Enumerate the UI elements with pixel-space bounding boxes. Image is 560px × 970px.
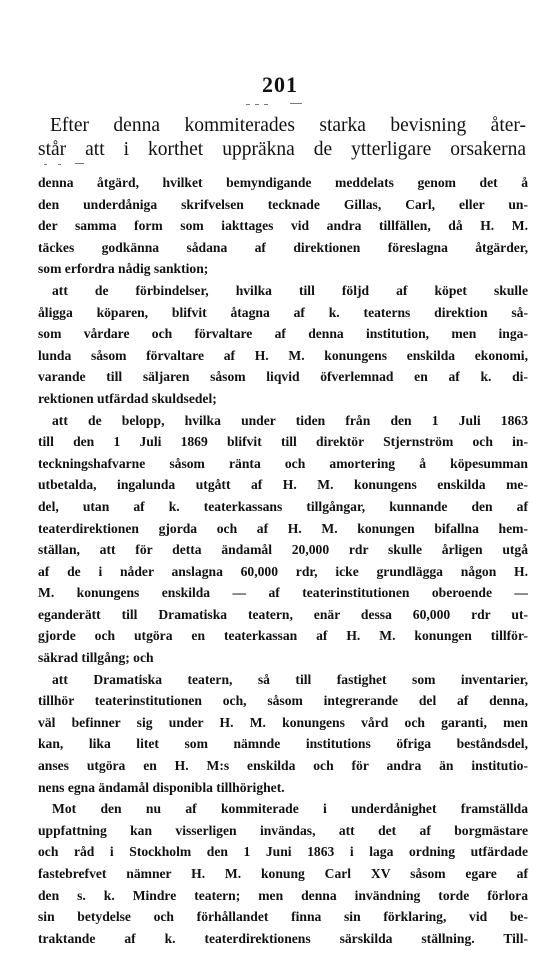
- body-line: ställan, att för detta ändamål 20,000 rdr skulle årligen utgå: [38, 542, 528, 558]
- body-line: gjorde och utgöra en teaterkassan af H. M. konungen tillför-: [38, 628, 528, 644]
- body-line: rektionen utfärdad skuldsedel;: [38, 390, 217, 406]
- body-line: eganderätt till Dramatiska teatern, enär dessa 60,000 rdr ut-: [38, 606, 528, 622]
- body-text: [38, 172, 528, 949]
- body-line: kan, lika litet som nämnde institutions öfriga beståndsdel,: [38, 736, 528, 752]
- body-line: sin betydelse och förhållandet finna sin förklaring, vid be-: [38, 909, 528, 925]
- body-line: utbetalda, ingalunda utgått af H. M. konungens enskilda me-: [38, 477, 528, 493]
- body-line: af de i nåder anslagna 60,000 rdr, icke grundlägga någon H.: [38, 563, 528, 579]
- body-line: åligga köparen, blifvit åtagna af k. teaterns direktion så-: [38, 304, 528, 320]
- body-line: M. konungens enskilda — af teaterinstitutionen oberoende —: [38, 585, 528, 601]
- body-line: väl befinner sig under H. M. konungens vård och garanti, men: [38, 714, 528, 730]
- body-line: nens egna ändamål disponibla tillhörighet.: [38, 779, 285, 795]
- body-line: att Dramatiska teatern, så till fastighet som inventarier,: [52, 671, 528, 687]
- body-line: till den 1 Juli 1869 blifvit till direktör Stjernström och in-: [38, 434, 528, 450]
- body-line: som erfordra nådig sanktion;: [38, 261, 209, 277]
- body-line: den underdåniga skrifvelsen tecknade Gillas, Carl, eller un-: [38, 196, 528, 212]
- body-line: och råd i Stockholm den 1 Juni 1863 i laga ordning utfärdade: [38, 844, 528, 860]
- body-line: teckningshafvarne såsom ränta och amortering å köpesumman: [38, 455, 528, 471]
- heading-dash-2: [58, 164, 61, 165]
- body-line: uppfattning kan visserligen invändas, att det af borgmästare: [38, 822, 528, 838]
- header-dash-4: [290, 103, 302, 104]
- section-heading: [38, 114, 526, 162]
- header-dash-2: [255, 104, 259, 105]
- body-line: täckes godkänna sådana af direktionen föreslagna åtgärder,: [38, 239, 528, 255]
- heading-line-2: står att i korthet uppräkna de ytterligare orsakerna: [38, 139, 526, 160]
- body-line: del, utan af k. teaterkassans tillgångar, kunnande den af: [38, 498, 528, 514]
- heading-dash-3: [75, 163, 84, 164]
- body-line: den s. k. Mindre teatern; men denna invändning torde förlora: [38, 887, 528, 903]
- heading-dash-1: [44, 164, 47, 165]
- body-line: att de förbindelser, hvilka till följd af köpet skulle: [52, 282, 528, 298]
- body-line: denna åtgärd, hvilket bemyndigande meddelats genom det å: [38, 175, 528, 190]
- body-line: tillhör teaterinstitutionen och, såsom integrerande del af denna,: [38, 693, 528, 709]
- body-line: traktande af k. teaterdirektionens särskilda ställning. Till-: [38, 930, 528, 946]
- body-line: att de belopp, hvilka under tiden från den 1 Juli 1863: [52, 412, 528, 428]
- body-line: der samma form som iakttages vid andra tillfällen, då H. M.: [38, 218, 528, 234]
- body-line: Mot den nu af kommiterade i underdånighet framställda: [52, 801, 528, 817]
- header-dash-1: [246, 104, 250, 105]
- body-line: säkrad tillgång; och: [38, 650, 154, 666]
- body-line: varande till säljaren såsom liqvid öfverlemnad en af k. di-: [38, 369, 528, 385]
- page-number: 201: [262, 72, 298, 97]
- body-line: fastebrefvet nämner H. M. konung Carl XV såsom egare af: [38, 866, 528, 881]
- heading-line-1: Efter denna kommiterades starka bevisning åter-: [50, 115, 526, 136]
- body-line: anses utgöra en H. M:s enskilda och för andra än institutio-: [38, 758, 528, 774]
- header-dash-3: [264, 104, 268, 105]
- body-line: som vårdare och förvaltare af denna institution, men inga-: [38, 326, 528, 342]
- body-line: teaterdirektionen gjorda och af H. M. konungen bifallna hem-: [38, 520, 528, 536]
- body-line: lunda såsom förvaltare af H. M. konungens enskilda ekonomi,: [38, 347, 528, 363]
